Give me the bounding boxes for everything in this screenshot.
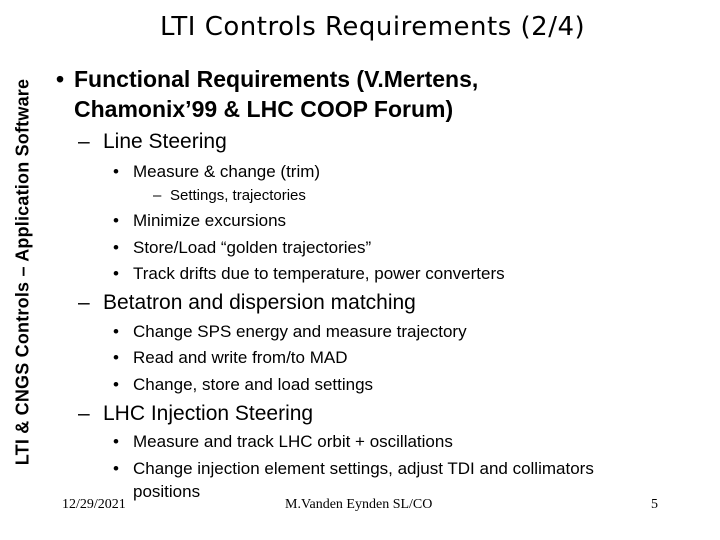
subheading-lhc-injection: LHC Injection Steering xyxy=(103,402,314,425)
item-read-write: Read and write from/to MAD xyxy=(133,348,348,367)
subheading-betatron: Betatron and dispersion matching xyxy=(103,291,416,314)
item-track-drifts: Track drifts due to temperature, power converters xyxy=(133,264,505,283)
dot-marker: • xyxy=(113,322,119,341)
item-change-sps: Change SPS energy and measure trajectory xyxy=(133,322,467,341)
bullet-marker: • xyxy=(56,66,65,92)
dash-marker: – xyxy=(78,402,90,425)
footer-author: M.Vanden Eynden SL/CO xyxy=(285,497,433,512)
dot-marker: • xyxy=(113,375,119,394)
dash-marker: – xyxy=(78,291,90,314)
dot-marker: • xyxy=(113,211,119,230)
footer-date: 12/29/2021 xyxy=(62,497,126,512)
bullet-functional-line2: Chamonix’99 & LHC COOP Forum) xyxy=(74,96,454,122)
dot-marker: • xyxy=(113,459,119,478)
item-minimize: Minimize excursions xyxy=(133,211,287,230)
item-measure-change: Measure & change (trim) xyxy=(133,162,321,181)
dash-marker: – xyxy=(78,130,90,153)
dash-marker: – xyxy=(153,187,162,204)
sidebar-label: LTI & CNGS Controls – Application Software xyxy=(12,78,33,466)
subheading-line-steering: Line Steering xyxy=(103,130,227,153)
item-change-store: Change, store and load settings xyxy=(133,375,374,394)
footer-page-number: 5 xyxy=(651,497,658,512)
slide-title: LTI Controls Requirements (2/4) xyxy=(160,12,586,42)
item-change-injection: Change injection element settings, adjust TDI and collimators xyxy=(133,459,594,478)
dot-marker: • xyxy=(113,348,119,367)
item-settings-trajectories: Settings, trajectories xyxy=(170,187,306,204)
bullet-functional-line1: Functional Requirements (V.Mertens, xyxy=(74,66,479,92)
dot-marker: • xyxy=(113,238,119,257)
item-measure-track: Measure and track LHC orbit + oscillations xyxy=(133,432,453,451)
item-positions: positions xyxy=(133,482,201,501)
dot-marker: • xyxy=(113,162,119,181)
dot-marker: • xyxy=(113,432,119,451)
item-store-load: Store/Load “golden trajectories” xyxy=(133,238,372,257)
dot-marker: • xyxy=(113,264,119,283)
